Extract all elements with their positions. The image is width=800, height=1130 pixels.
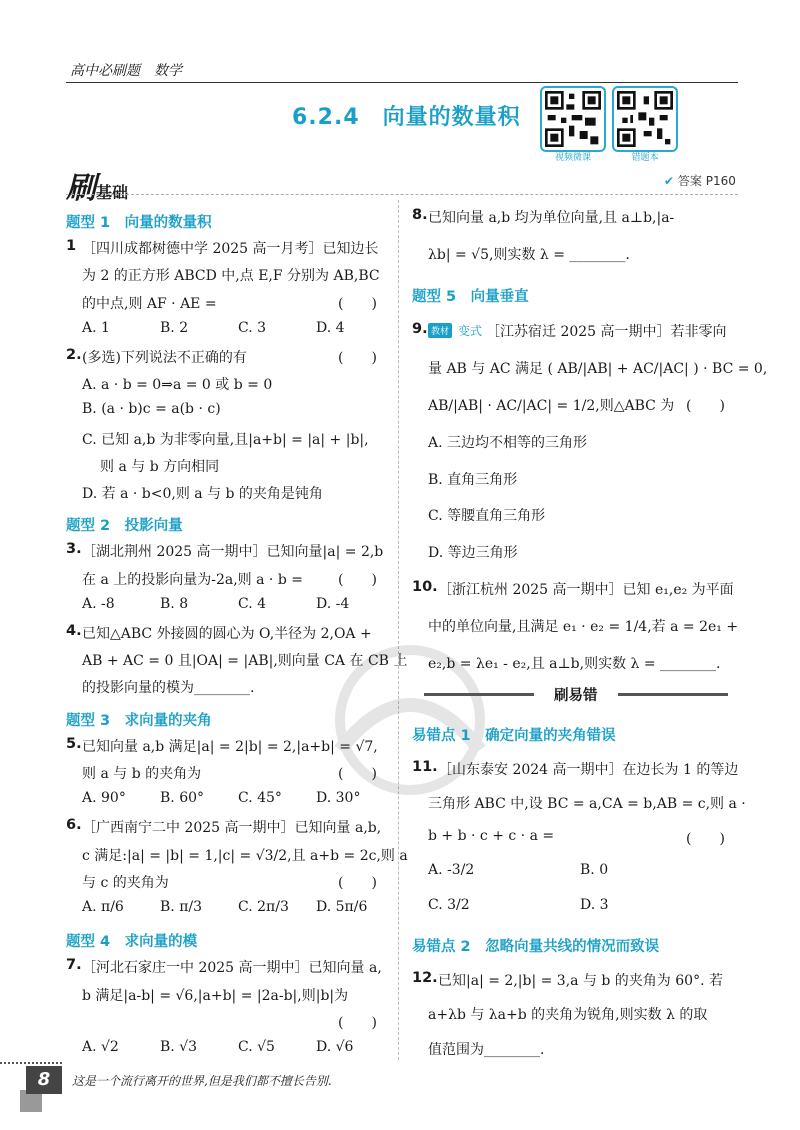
question-text: ［浙江杭州 2025 高一期中］已知 e₁,e₂ 为平面 xyxy=(438,582,734,598)
question-line: a+λb 与 λa+b 的夹角为锐角,则实数 λ 的取 xyxy=(428,1007,708,1023)
question-line: 的投影向量的模为________. xyxy=(82,680,255,697)
option: A. π/6 xyxy=(82,899,124,915)
error-section-title: 刷易错 xyxy=(546,684,606,705)
option: A. -3/2 xyxy=(428,862,475,878)
question-line: A. a · b = 0⇒a = 0 或 b = 0 xyxy=(82,377,273,394)
question-line: AB/|AB| · AC/|AC| = 1/2,则△ABC 为 xyxy=(428,398,675,414)
topic-heading: 易错点 2 忽略向量共线的情况而致误 xyxy=(412,939,660,955)
question-number: 4. xyxy=(66,623,82,639)
qr-icon xyxy=(617,91,673,147)
question-line: D. 等边三角形 xyxy=(428,545,518,562)
question-line: c 满足:|a| = |b| = 1,|c| = √3/2,且 a+b = 2c,则 a xyxy=(82,847,408,864)
question-text: ［江苏宿迁 2025 高一期中］若非零向 xyxy=(486,324,727,341)
qr-caption-mistakes: 错题本 xyxy=(631,153,659,163)
option: C. 45° xyxy=(238,790,282,807)
qr-caption-video: 视频微课 xyxy=(554,153,591,163)
topic-heading: 题型 3 求向量的夹角 xyxy=(66,712,212,729)
question-number: 9. xyxy=(412,321,428,338)
section-title: 6.2.4 向量的数量积 xyxy=(292,105,521,130)
option: A. -8 xyxy=(82,595,115,612)
option: D. 4 xyxy=(316,319,345,336)
question-line: 为 2 的正方形 ABCD 中,点 E,F 分别为 AB,BC xyxy=(82,268,380,285)
option: A. 90° xyxy=(82,790,126,807)
question-text: ［广西南宁二中 2025 高一期中］已知向量 a,b, xyxy=(82,820,382,837)
question-line: AB + AC = 0 且|OA| = |AB|,则向量 CA 在 CB 上 xyxy=(82,653,408,670)
question-text: ［河北石家庄一中 2025 高一期中］已知向量 a, xyxy=(82,960,382,977)
topic-heading: 易错点 1 确定向量的夹角错误 xyxy=(412,728,616,744)
answer-paren: ( ) xyxy=(338,874,377,891)
question-line: C. 等腰直角三角形 xyxy=(428,508,546,525)
question-number: 2. xyxy=(66,347,82,363)
question-number: 10. xyxy=(412,579,438,595)
question-line: 中的单位向量,且满足 e₁ · e₂ = 1/4,若 a = 2e₁ + xyxy=(428,618,739,635)
answer-paren: ( ) xyxy=(338,350,377,366)
footer-text: 这是一个流行离开的世界,但是我们都不擅长告别. xyxy=(72,1074,332,1088)
bar-left xyxy=(424,693,534,696)
option: D. 5π/6 xyxy=(316,899,368,915)
option: C. 3/2 xyxy=(428,896,470,913)
question-line: 量 AB 与 AC 满足 ( AB/|AB| + AC/|AC| ) · BC = 0, xyxy=(428,361,768,378)
question-number: 7. xyxy=(66,957,82,974)
running-head: 高中必刷题 数学 xyxy=(70,63,182,79)
question-number: 5. xyxy=(66,735,82,752)
question-line: B. (a · b)c = a(b · c) xyxy=(82,401,221,418)
option: B. 2 xyxy=(160,319,189,336)
answer-paren: ( ) xyxy=(686,830,725,847)
question-text: 已知向量 a,b 满足|a| = 2|b| = 2,|a+b| = √7, xyxy=(82,738,378,755)
question-text: 已知|a| = 2,|b| = 3,a 与 b 的夹角为 60°. 若 xyxy=(438,972,723,989)
question-text: ［湖北荆州 2025 高一期中］已知向量|a| = 2,b xyxy=(82,544,384,561)
option: C. 2π/3 xyxy=(238,899,289,915)
qr-code-mistakes[interactable] xyxy=(612,86,678,152)
question-text: 已知向量 a,b 均为单位向量,且 a⊥b,|a- xyxy=(428,210,675,226)
answer-paren: ( ) xyxy=(338,766,377,782)
topic-heading: 题型 1 向量的数量积 xyxy=(66,215,212,231)
option: B. 8 xyxy=(160,595,189,612)
question-number: 12. xyxy=(412,969,438,986)
footer-dots xyxy=(0,1062,62,1064)
option: A. √2 xyxy=(82,1039,119,1055)
question-text: ［四川成都树德中学 2025 高一月考］已知边长 xyxy=(82,241,379,258)
question-text: 已知△ABC 外接圆的圆心为 O,半径为 2,OA + xyxy=(82,626,372,642)
option: D. 3 xyxy=(580,896,609,913)
answer-paren: ( ) xyxy=(338,571,377,588)
option: A. 1 xyxy=(82,319,110,336)
answer-ref xyxy=(664,172,736,189)
option: C. 4 xyxy=(238,595,267,612)
option: B. π/3 xyxy=(160,899,203,915)
option: B. 0 xyxy=(580,862,609,878)
brand-big: 刷 xyxy=(66,171,96,206)
option: D. 30° xyxy=(316,790,361,807)
page-number: 8 xyxy=(26,1066,62,1094)
topic-heading: 题型 4 求向量的模 xyxy=(66,934,198,951)
answer-paren: ( ) xyxy=(338,1014,377,1031)
question-number: 6. xyxy=(66,817,82,834)
question-text: (多选)下列说法不正确的有 xyxy=(82,350,247,366)
textbook-tag: 教材 xyxy=(428,323,452,338)
topic-heading: 题型 5 向量垂直 xyxy=(412,288,529,305)
question-line: 值范围为________. xyxy=(428,1041,545,1058)
qr-code-video[interactable] xyxy=(540,86,606,152)
check-icon: ✔ xyxy=(664,174,675,188)
answer-paren: ( ) xyxy=(338,295,377,312)
question-line: b + b · c + c · a = xyxy=(428,827,555,844)
topic-heading: 题型 2 投影向量 xyxy=(66,518,183,535)
question-line: 则 a 与 b 方向相同 xyxy=(100,458,220,475)
brand-small: 基础 xyxy=(96,183,129,202)
divider xyxy=(66,194,738,195)
answer-paren: ( ) xyxy=(686,398,725,414)
variant-tag: 变式 xyxy=(458,324,483,339)
option: B. 60° xyxy=(160,790,205,807)
question-number: 11. xyxy=(412,758,438,775)
question-line: λb| = √5,则实数 λ = ________. xyxy=(428,246,630,263)
bar-right xyxy=(618,693,728,696)
question-line: 三角形 ABC 中,设 BC = a,CA = b,AB = c,则 a · xyxy=(428,796,746,812)
option: B. √3 xyxy=(160,1039,198,1055)
option: D. -4 xyxy=(316,595,350,612)
column-divider xyxy=(398,200,399,1060)
question-line: D. 若 a · b<0,则 a 与 b 的夹角是钝角 xyxy=(82,486,323,502)
question-line: 与 c 的夹角为 xyxy=(82,874,169,891)
question-line: 的中点,则 AF · AE = xyxy=(82,295,217,312)
question-line: 在 a 上的投影向量为-2a,则 a · b = xyxy=(82,571,303,588)
question-text: ［山东泰安 2024 高一期中］在边长为 1 的等边 xyxy=(438,761,739,778)
question-number: 8. xyxy=(412,207,428,223)
question-line: C. 已知 a,b 为非零向量,且|a+b| = |a| + |b|, xyxy=(82,431,369,448)
question-line: 则 a 与 b 的夹角为 xyxy=(82,766,202,782)
question-line: A. 三边均不相等的三角形 xyxy=(428,434,588,451)
question-number: 1 xyxy=(66,238,77,255)
question-line: b 满足|a-b| = √6,|a+b| = |2a-b|,则|b|为 xyxy=(82,987,349,1004)
brand-label xyxy=(66,163,128,207)
question-line: B. 直角三角形 xyxy=(428,471,518,488)
option: D. √6 xyxy=(316,1039,354,1055)
question-line: e₂,b = λe₁ - e₂,且 a⊥b,则实数 λ = ________. xyxy=(428,655,721,672)
answer-ref-text: 答案 P160 xyxy=(677,174,736,188)
qr-icon xyxy=(545,91,601,147)
question-number: 3. xyxy=(66,541,82,558)
option: C. 3 xyxy=(238,319,267,336)
option: C. √5 xyxy=(238,1039,275,1055)
header-rule xyxy=(66,82,738,83)
